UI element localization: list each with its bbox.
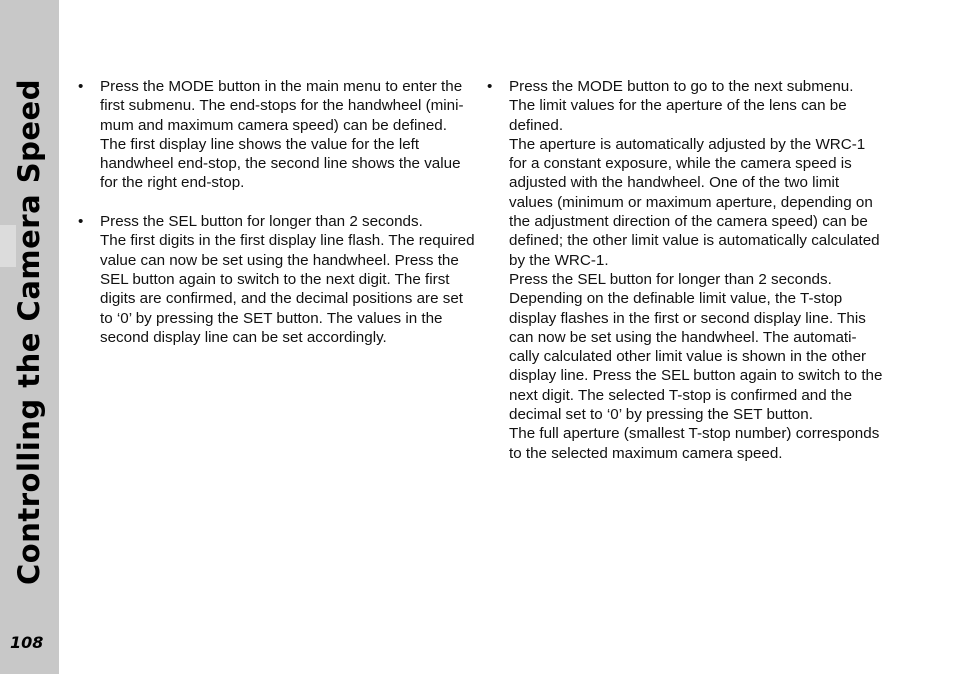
text-line: Press the MODE button to go to the next submenu. <box>509 78 854 95</box>
text-line: display flashes in the first or second display line. This <box>509 309 866 327</box>
text-line: The limit values for the aperture of the lens can be <box>509 97 847 115</box>
text-line: to the selected maximum camera speed. <box>509 444 783 462</box>
text-line: for a constant exposure, while the camera speed is <box>509 155 852 173</box>
sidebar <box>0 0 59 674</box>
text-line: display line. Press the SEL button again to switch to the <box>509 367 883 385</box>
page-number: 108 <box>10 633 44 652</box>
text-line: Press the MODE button in the main menu to enter the <box>100 78 463 95</box>
text-line: decimal set to ‘0’ by pressing the SET button. <box>509 406 813 424</box>
text-line: Press the SEL button for longer than 2 seconds. <box>100 213 423 231</box>
bullet-item <box>78 77 468 193</box>
text-line: first submenu. The end-stops for the handwheel (mini- <box>100 97 464 115</box>
text-line: The first digits in the first display line flash. The required <box>100 232 475 250</box>
text-line: second display line can be set accordingly. <box>100 328 387 346</box>
text-line: handwheel end-stop, the second line shows the value <box>100 155 461 173</box>
text-line: value can now be set using the handwheel. Press the <box>100 251 459 269</box>
text-line: next digit. The selected T-stop is confirmed and the <box>509 386 853 404</box>
text-line: digits are confirmed, and the decimal positions are set <box>100 290 464 308</box>
text-line: to ‘0’ by pressing the SET button. The values in the <box>100 309 443 327</box>
text-line: The aperture is automatically adjusted by the WRC-1 <box>509 135 866 153</box>
text-line: the adjustment direction of the camera speed) can be <box>509 213 868 231</box>
text-line: The full aperture (smallest T-stop number) corresponds <box>509 425 880 443</box>
text-line: The first display line shows the value for the left <box>100 135 420 153</box>
bullet-item <box>78 212 475 347</box>
text-line: by the WRC-1. <box>509 251 609 269</box>
text-line: adjusted with the handwheel. One of the two limit <box>509 174 840 192</box>
text-line: for the right end-stop. <box>100 174 245 192</box>
text-line: defined. <box>509 116 564 134</box>
text-line: mum and maximum camera speed) can be defined. <box>100 116 447 134</box>
bullet-icon: • <box>78 213 84 231</box>
right-column <box>487 77 883 482</box>
bullet-icon: • <box>487 78 493 95</box>
chapter-title: Controlling the Camera Speed <box>12 79 46 585</box>
bullet-icon: • <box>78 78 84 95</box>
text-line: Press the SEL button for longer than 2 seconds. <box>509 270 832 288</box>
text-line: values (minimum or maximum aperture, depending on <box>509 193 873 211</box>
text-line: Depending on the definable limit value, the T-stop <box>509 290 843 308</box>
text-line: defined; the other limit value is automatically calculated <box>509 232 880 250</box>
bullet-item <box>487 77 883 463</box>
text-line: cally calculated other limit value is shown in the other <box>509 348 867 366</box>
text-line: can now be set using the handwheel. The automati- <box>509 328 857 346</box>
text-line: SEL button again to switch to the next digit. The first <box>100 270 450 288</box>
left-column <box>78 77 475 366</box>
